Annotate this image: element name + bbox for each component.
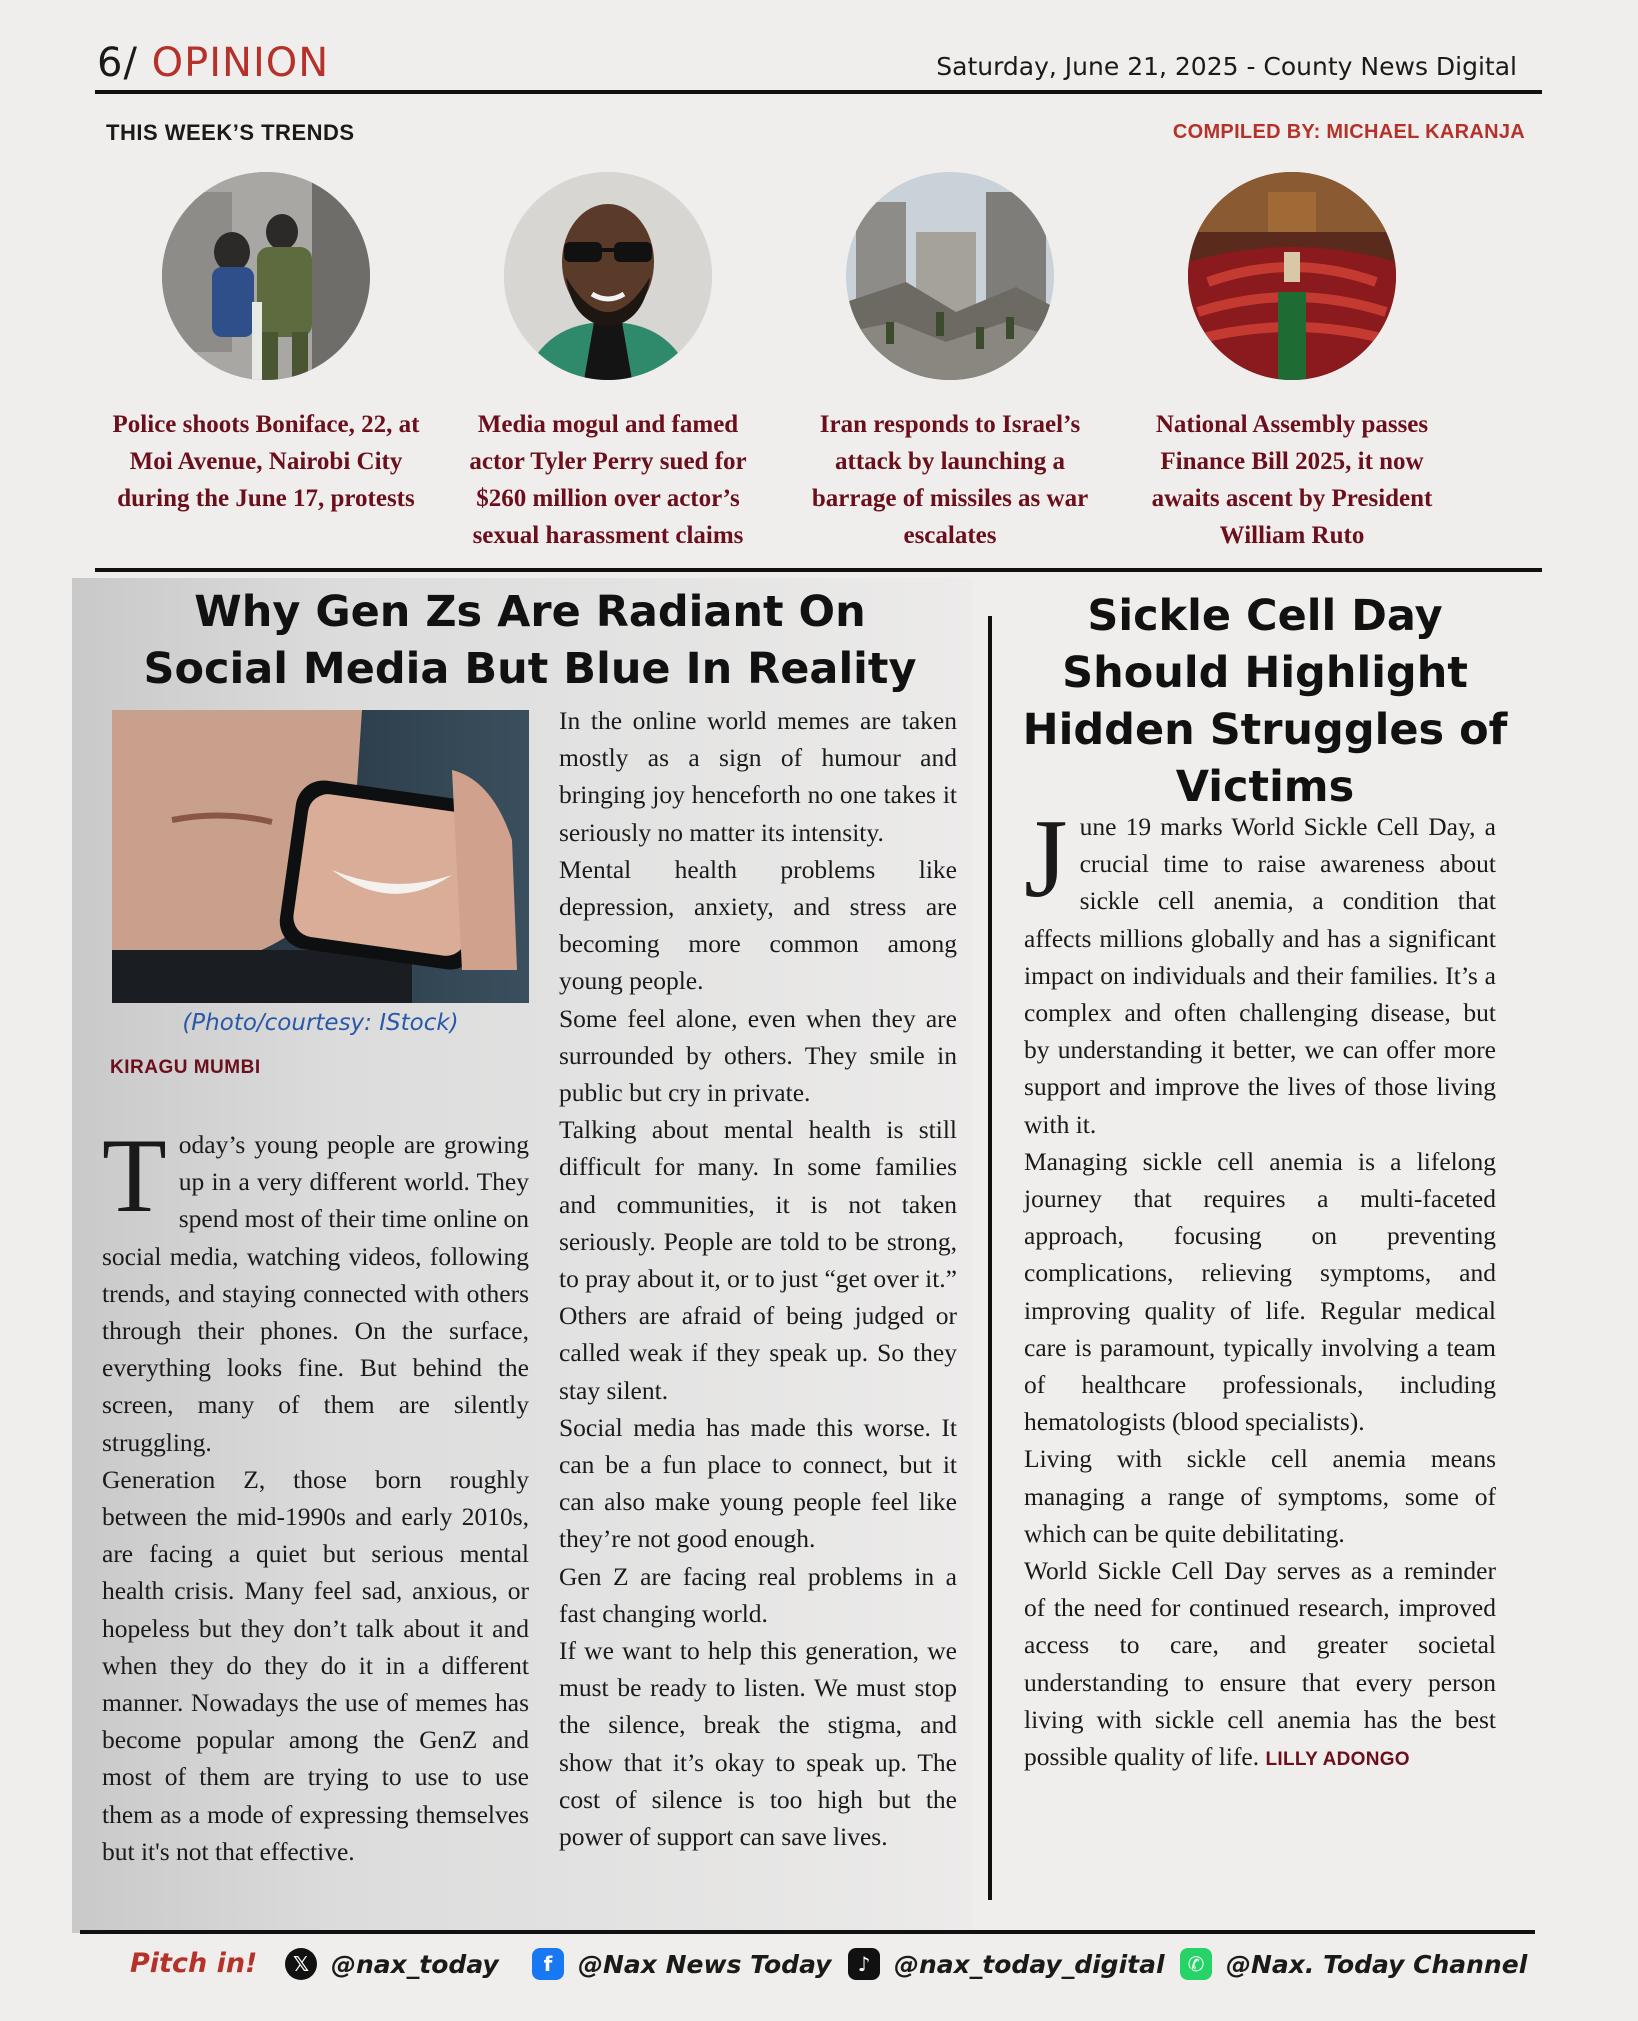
trend-item[interactable] <box>1132 172 1452 554</box>
sickle-cell-dropcap: J <box>1024 797 1068 921</box>
trend-caption: Police shoots Boniface, 22, at Moi Avenue, Nairobi City during the June 17, protests <box>112 411 420 512</box>
gen-z-paragraph: Generation Z, those born roughly between the mid-1990s and early 2010s, are facing a quiet but serious mental health crisis. Many feel sad, anxious, or hopeless but they don’t talk about it and when they do they do it in a different manner. Nowadays the use of memes has become popular among the GenZ and most of them are trying to use to use them as a mode of expressing themselves but it's not that effective. <box>102 1464 529 1866</box>
footer-social-bar <box>130 1948 1530 1992</box>
trend-item[interactable] <box>106 172 426 517</box>
social-handle: @nax_today_digital <box>894 1949 1165 1979</box>
whatsapp-icon: ✆ <box>1180 1948 1212 1980</box>
x-icon: 𝕏 <box>285 1948 317 1980</box>
sickle-cell-paragraph: Managing sickle cell anemia is a lifelong journey that requires a multi-faceted approach, focusing on preventing complications, relieving symptoms, and improving quality of life. Regular medical care is paramount, typically involving a team of healthcare professionals, including hematologists (blood specialists). <box>1024 1146 1496 1437</box>
gen-z-headline: Why Gen Zs Are Radiant On Social Media But Blue In Reality <box>143 587 917 694</box>
trend-caption: Media mogul and famed actor Tyler Perry sued for $260 million over actor’s sexual harassment claims <box>469 411 747 549</box>
trend-item[interactable] <box>448 172 768 554</box>
sickle-cell-author: LILLY ADONGO <box>1265 1749 1410 1771</box>
gen-z-author: KIRAGU MUMBI <box>110 1057 261 1078</box>
social-handle: @Nax News Today <box>578 1949 832 1979</box>
trend-photo-parliament <box>1188 172 1396 380</box>
pitch-in-label <box>130 1948 257 1979</box>
photo-credit: (Photo/courtesy: IStock) <box>182 1010 459 1036</box>
gen-z-article-photo <box>112 710 529 1003</box>
trend-photo-rubble <box>846 172 1054 380</box>
compiled-by: COMPILED BY: MICHAEL KARANJA <box>1172 121 1525 143</box>
gen-z-paragraph: Talking about mental health is still difficult for many. In some families and communities, it is not taken seriously. People are told to be strong, to pray about it, or to just “get over it.” Others are afraid of being judged or called weak if they speak up. So they stay silent. <box>559 1115 957 1405</box>
column-divider <box>988 616 992 1900</box>
footer-rule <box>80 1930 1535 1934</box>
trend-photo-police <box>162 172 370 380</box>
gen-z-paragraph: In the online world memes are taken mostly as a sign of humour and bringing joy henceforth no one takes it seriously no matter its intensity. <box>559 706 957 847</box>
social-handle: @Nax. Today Channel <box>1226 1949 1528 1979</box>
facebook-icon: f <box>532 1948 564 1980</box>
social-link-tiktok[interactable] <box>848 1948 1165 1980</box>
trend-caption: National Assembly passes Finance Bill 2025, it now awaits ascent by President William Ruto <box>1151 411 1433 549</box>
sickle-cell-paragraph: Living with sickle cell anemia means managing a range of symptoms, some of which can be quite debilitating. <box>1024 1444 1496 1548</box>
gen-z-paragraph: oday’s young people are growing up in a very different world. They spend most of their time online on social media, watching videos, following trends, and staying connected with others through their phones. On the surface, everything looks fine. But behind the screen, many of them are silently struggling. <box>102 1130 529 1457</box>
section-name: OPINION <box>151 40 330 86</box>
gen-z-paragraph: Mental health problems like depression, anxiety, and stress are becoming more common among young people. <box>559 854 957 996</box>
gen-z-paragraph: If we want to help this generation, we must be ready to listen. We must stop the silence, break the stigma, and show that it’s okay to speak up. The cost of silence is too high but the power of support can save lives. <box>559 1636 957 1852</box>
trend-caption: Iran responds to Israel’s attack by launching a barrage of missiles as war escalates <box>811 411 1089 549</box>
sickle-cell-headline: Sickle Cell Day Should Highlight Hidden Struggles of Victims <box>1022 591 1508 812</box>
pitch-in-text: Pitch in! <box>130 1948 258 1979</box>
gen-z-paragraph: Social media has made this worse. It can be a fun place to connect, but it can also make young people feel like they’re not good enough. <box>559 1412 957 1554</box>
sickle-cell-body <box>1024 797 1496 1778</box>
sickle-cell-paragraph: une 19 marks World Sickle Cell Day, a crucial time to raise awareness about sickle cell anemia, a condition that affects millions globally and has a significant impact on individuals and their families. It’s a complex and often challenging disease, but by understanding it better, we can offer more support and improve the lives of those living with it. <box>1024 812 1496 1139</box>
page-number: 6/ <box>97 40 138 86</box>
gen-z-paragraph: Some feel alone, even when they are surrounded by others. They smile in public but cry in private. <box>559 1003 957 1108</box>
social-handle: @nax_today <box>331 1949 499 1979</box>
trend-photo-tyler-perry <box>504 172 712 380</box>
trend-item[interactable] <box>790 172 1110 554</box>
tiktok-icon: ♪ <box>848 1948 880 1980</box>
header-rule <box>95 90 1542 94</box>
social-link-x[interactable] <box>285 1948 499 1980</box>
gen-z-column-2 <box>559 702 957 1855</box>
date-line: Saturday, June 21, 2025 - County News Digital <box>936 52 1517 81</box>
gen-z-paragraph: Gen Z are facing real problems in a fast changing world. <box>559 1561 957 1628</box>
gen-z-column-1 <box>102 1117 529 1870</box>
trends-title: THIS WEEK’S TRENDS <box>106 120 355 145</box>
social-link-facebook[interactable] <box>532 1948 831 1980</box>
gen-z-dropcap: T <box>102 1117 167 1234</box>
trends-rule <box>95 568 1542 572</box>
page-header-number <box>97 40 329 86</box>
social-link-whatsapp[interactable] <box>1180 1948 1527 1980</box>
sickle-cell-paragraph: World Sickle Cell Day serves as a reminder of the need for continued research, improved access to care, and greater societal understanding to ensure that every person living with sickle cell anemia has the best possible quality of life. <box>1024 1556 1496 1772</box>
